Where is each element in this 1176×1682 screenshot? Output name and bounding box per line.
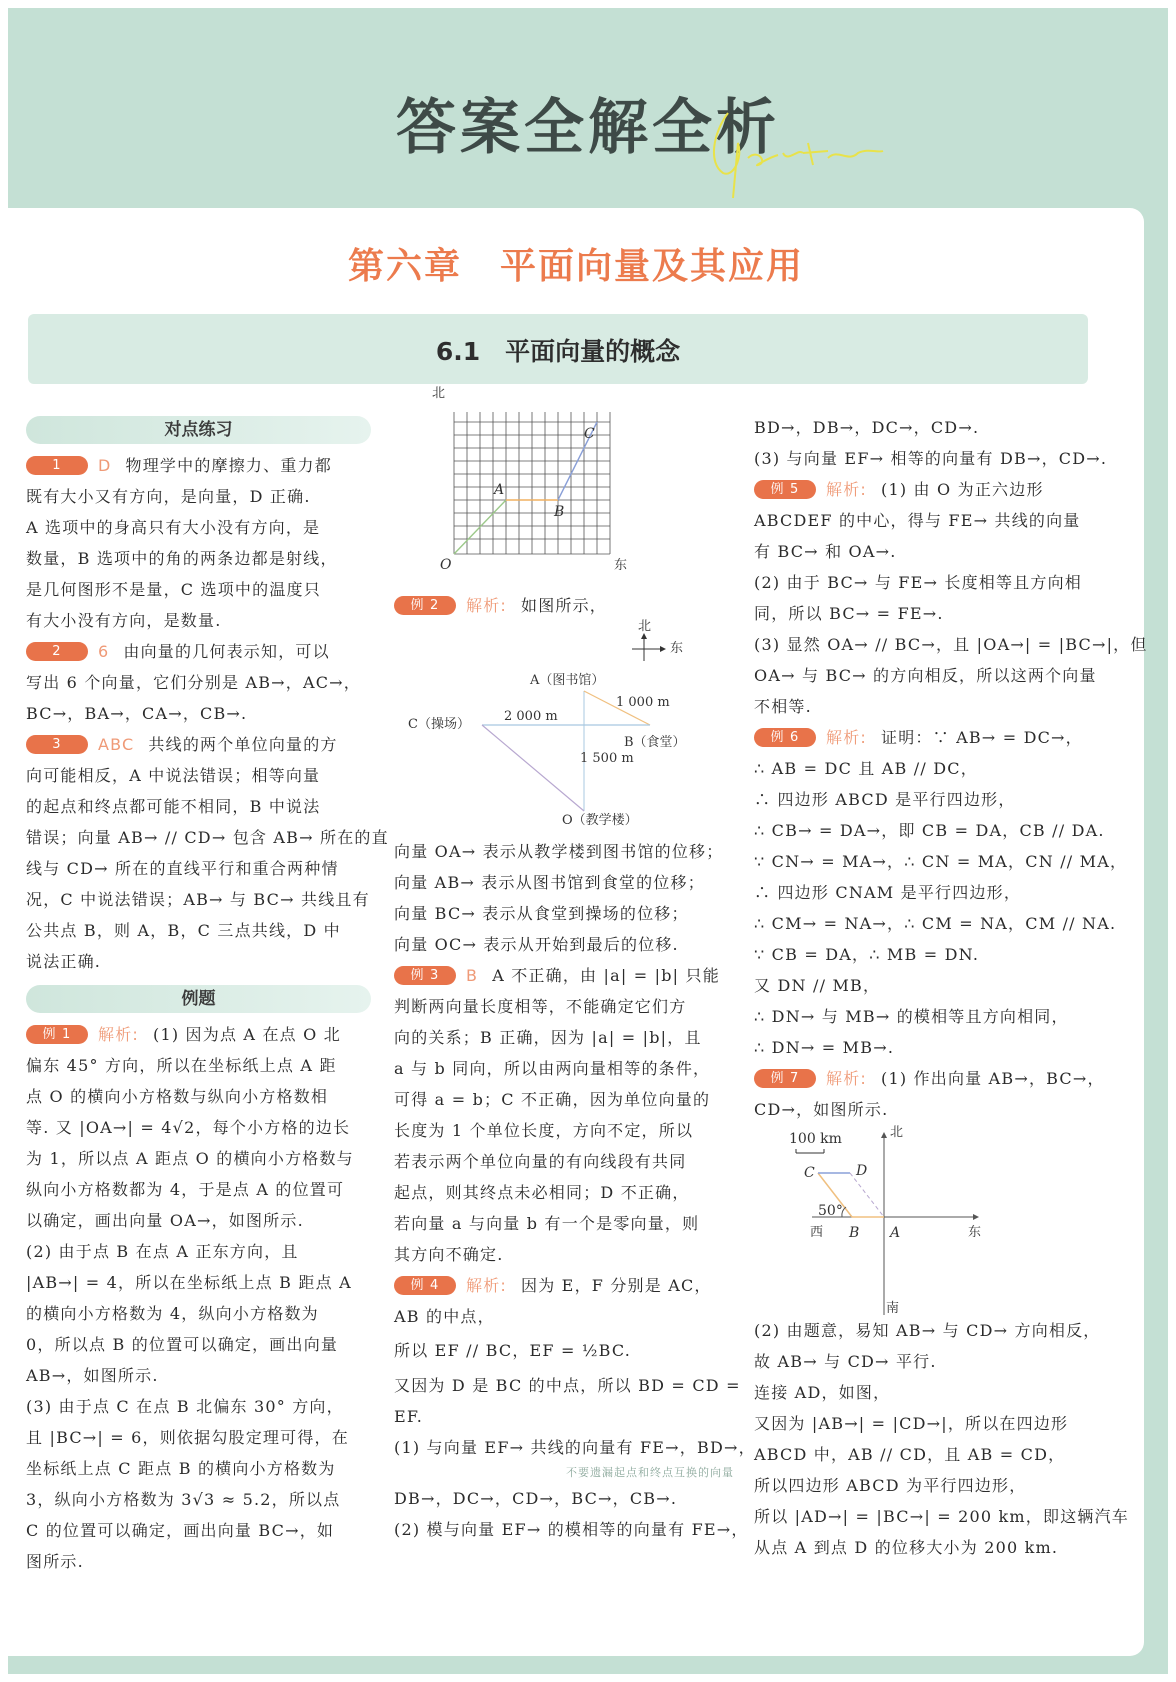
text-line: ∴ CB→ = DA→，即 CB = DA，CB // DA. [754,821,1105,840]
text-line: A 不正确，由 |a| = |b| 只能 [492,966,720,985]
text-line: 同，所以 BC→ = FE→. [754,604,944,623]
question-badge: 3 [26,735,88,754]
campus-figure [394,621,734,836]
text-line: 的横向小方格数为 4，纵向小方格数为 [26,1304,319,1323]
point-c-label: C [804,1165,815,1181]
text-line: ∴ 四边形 CNAM 是平行四边形， [754,883,1022,902]
text-line: ∴ AB = DC 且 AB // DC， [754,759,978,778]
text-line: 等. 又 |OA→| = 4√2，每个小方格的边长 [26,1118,351,1137]
example-3 [394,960,734,1270]
text-line: (1) 与向量 EF→ 共线的向量有 FE→，BD→， [394,1438,756,1457]
text-line: 连接 AD，如图， [754,1383,891,1402]
text-line: 图所示. [26,1552,84,1571]
text-line: 不相等. [754,697,812,716]
example-badge: 例 6 [754,728,816,747]
text-line: 由向量的几何表示知，可以 [123,642,330,661]
text-line: (2) 由于点 B 在点 A 正东方向，且 [26,1242,299,1261]
text-line: BC→，BA→，CA→，CB→. [26,704,248,723]
example-badge: 例 2 [394,596,456,615]
text-line: 所以四边形 ABCD 为平行四边形， [754,1476,1027,1495]
chapter-title: 第六章 平面向量及其应用 [347,246,804,287]
text-line: 纵向小方格数都为 4，于是点 A 的位置可 [26,1180,345,1199]
compass-north-label: 北 [638,619,652,634]
left-column [26,412,389,1577]
text-line: ABCD 中，AB // CD，且 AB = CD， [754,1445,1066,1464]
text-line: 故 AB→ 与 CD→ 平行. [754,1352,937,1371]
library-label: A（图书馆） [530,673,605,688]
point-b-label: B [554,504,565,520]
text-line: AB→，如图所示. [26,1366,159,1385]
example-badge: 例 1 [26,1025,88,1044]
text-line: 0，所以点 B 的位置可以确定，画出向量 [26,1335,339,1354]
text-line: (2) 由题意，易知 AB→ 与 CD→ 方向相反， [754,1321,1101,1340]
text-line: ABCDEF 的中心，得与 FE→ 共线的向量 [754,511,1081,530]
text-line: 向量 BC→ 表示从食堂到操场的位移； [394,904,689,923]
point-a-label: A [494,482,505,498]
example-6 [754,722,1128,1063]
text-line: (1) 作出向量 AB→，BC→， [881,1069,1105,1088]
text-line: 若表示两个单位向量的有向线段有共同 [394,1152,687,1171]
canteen-label: B（食堂） [624,735,686,750]
text-line: ∴ DN→ = MB→. [754,1038,895,1057]
signature-logo-icon [708,103,908,203]
text-line: EF. [394,1407,423,1426]
example-4 [394,1270,756,1545]
answer-label: B [466,966,479,985]
question-badge: 2 [26,642,88,661]
text-line: 所以 EF // BC，EF = ½BC. [394,1341,631,1360]
example-1 [26,1019,371,1577]
direction-map-icon [754,1125,1094,1315]
text-line: 向的关系；B 正确，因为 |a| = |b|，且 [394,1028,702,1047]
text-line: 写出 6 个向量，它们分别是 AB→，AC→， [26,673,361,692]
example-badge: 例 5 [754,480,816,499]
text-line: C 的位置可以确定，画出向量 BC→，如 [26,1521,335,1540]
text-line: a 与 b 同向，所以由两向量相等的条件， [394,1059,711,1078]
text-line: (1) 由 O 为正六边形 [881,480,1044,499]
question-2 [26,636,371,729]
west-label: 西 [810,1225,824,1240]
north-label: 北 [432,386,446,401]
text-line: 从点 A 到点 D 的位移大小为 200 km. [754,1538,1059,1557]
example-badge: 例 3 [394,966,456,985]
page-title: 答案全解全析 [396,93,780,163]
text-line: 判断两向量长度相等，不能确定它们方 [394,997,687,1016]
text-line: 是几何图形不是量，C 选项中的温度只 [26,580,321,599]
text-line: 线与 CD→ 所在的直线平行和重合两种情 [26,859,339,878]
example-7 [754,1063,1129,1563]
text-line: 向量 OA→ 表示从教学楼到图书馆的位移； [394,842,724,861]
north-label: 北 [890,1125,904,1140]
text-line: (3) 由于点 C 在点 B 北偏东 30° 方向， [26,1397,344,1416]
text-line: 的起点和终点都可能不相同，B 中说法 [26,797,321,816]
text-line: (2) 由于 BC→ 与 FE→ 长度相等且方向相 [754,573,1082,592]
point-c-label: C [584,426,595,442]
text-line: 说法正确. [26,952,102,971]
text-line: 证明：∵ AB→ = DC→， [881,728,1083,747]
text-line: 以确定，画出向量 OA→，如图所示. [26,1211,304,1230]
question-badge: 1 [26,456,88,475]
playground-label: C（操场） [408,717,470,732]
text-line: 3，纵向小方格数为 3√3 ≈ 5.2，所以点 [26,1490,341,1509]
text-line: BD→，DB→，DC→，CD→. [754,418,980,437]
middle-column [394,386,756,1545]
text-line: 有大小没有方向，是数量. [26,611,222,630]
text-line: 因为 E，F 分别是 AC， [521,1276,712,1295]
text-line: 向可能相反，A 中说法错误；相等向量 [26,766,321,785]
text-line: 为 1，所以点 A 距点 O 的横向小方格数与 [26,1149,354,1168]
example-2-text [394,836,734,960]
footer-band [8,1656,1168,1674]
text-line: 既有大小又有方向，是向量，D 正确. [26,487,311,506]
text-line: 若向量 a 与向量 b 有一个是零向量，则 [394,1214,700,1233]
text-line: (1) 因为点 A 在点 O 北 [153,1025,341,1044]
analysis-label: 解析: [466,1276,507,1295]
content-sheet [8,208,1148,1656]
text-line: 错误；向量 AB→ // CD→ 包含 AB→ 所在的直 [26,828,389,847]
text-line: AB 的中点， [394,1307,495,1326]
text-line: 坐标纸上点 C 距点 B 的横向小方格数为 [26,1459,336,1478]
section-banner [28,314,1088,384]
text-line: 又 DN // MB， [754,976,881,995]
text-line: A 选项中的身高只有大小没有方向，是 [26,518,321,537]
text-line: 其方向不确定. [394,1245,504,1264]
text-line: (2) 模与向量 EF→ 的模相等的向量有 FE→， [394,1520,749,1539]
south-label: 南 [886,1301,900,1316]
text-line: (3) 与向量 EF→ 相等的向量有 DB→，CD→. [754,449,1108,468]
text-line: 物理学中的摩擦力、重力都 [125,456,332,475]
answer-page [8,8,1168,1674]
text-line: (3) 显然 OA→ // BC→，且 |OA→| = |BC→|，但 [754,635,1148,654]
text-line: 向量 AB→ 表示从图书馆到食堂的位移； [394,873,705,892]
question-1 [26,450,371,636]
analysis-label: 解析: [98,1025,139,1044]
point-o-label: O [440,557,452,573]
example-5 [754,474,1148,722]
east-label: 东 [968,1225,982,1240]
analysis-label: 解析: [826,728,867,747]
page-header [8,8,1168,208]
analysis-label: 解析: [466,596,507,615]
compass-east-label: 东 [670,641,684,656]
text-line: 起点，则其终点未必相同；D 不正确， [394,1183,690,1202]
text-line: 偏东 45° 方向，所以在坐标纸上点 A 距 [26,1056,337,1075]
text-line: 如图所示， [521,596,608,615]
margin-note: 不要遗漏起点和终点互换的向量 [566,1466,734,1479]
right-column [754,412,1148,1563]
text-line: DB→，DC→，CD→，BC→，CB→. [394,1489,678,1508]
teaching-building-label: O（教学楼） [562,813,638,828]
point-d-label: D [856,1163,868,1179]
answer-label: 6 [98,642,110,661]
analysis-label: 解析: [826,480,867,499]
text-line: 数量，B 选项中的角的两条边都是射线， [26,549,338,568]
text-line: 又因为 |AB→| = |CD→|，所以在四边形 [754,1414,1069,1433]
text-line: 有 BC→ 和 OA→. [754,542,897,561]
distance-oa-label: 1 500 m [580,751,634,766]
example-badge: 例 4 [394,1276,456,1295]
east-label: 东 [614,558,628,573]
text-line: 又因为 D 是 BC 的中点，所以 BD = CD = [394,1376,741,1395]
text-line: 点 O 的横向小方格数与纵向小方格数相 [26,1087,329,1106]
text-line: 可得 a = b；C 不正确，因为单位向量的 [394,1090,711,1109]
answer-label: D [98,456,112,475]
section-title: 6.1 平面向量的概念 [435,337,681,366]
text-line: CD→，如图所示. [754,1100,889,1119]
text-line: 长度为 1 个单位长度，方向不定，所以 [394,1121,694,1140]
text-line: 共线的两个单位向量的方 [148,735,338,754]
text-line: OA→ 与 BC→ 的方向相反，所以这两个向量 [754,666,1097,685]
angle-label: 50° [818,1203,843,1219]
text-line: ∵ CN→ = MA→，∴ CN = MA，CN // MA， [754,852,1128,871]
examples-heading: 例题 [26,985,371,1013]
example-2-header [394,590,734,621]
text-line: ∴ CM→ = NA→，∴ CM = NA，CM // NA. [754,914,1117,933]
grid-figure [394,386,734,582]
text-line: 况，C 中说法错误；AB→ 与 BC→ 共线且有 [26,890,370,909]
practice-heading: 对点练习 [26,416,371,444]
text-line: ∴ DN→ 与 MB→ 的模相等且方向相同， [754,1007,1069,1026]
point-b-label: B [849,1225,860,1241]
text-line: 且 |BC→| = 6，则依据勾股定理可得，在 [26,1428,349,1447]
text-line: |AB→| = 4，所以在坐标纸上点 B 距点 A [26,1273,352,1292]
text-line: ∴ 四边形 ABCD 是平行四边形， [754,790,1016,809]
example-badge: 例 7 [754,1069,816,1088]
answer-label: ABC [98,735,135,754]
text-line: 向量 OC→ 表示从开始到最后的位移. [394,935,679,954]
text-line: ∵ CB = DA，∴ MB = DN. [754,945,980,964]
text-line: 所以 |AD→| = |BC→| = 200 km，即这辆汽车 [754,1507,1129,1526]
question-3 [26,729,389,977]
scale-label: 100 km [789,1131,842,1147]
distance-bc-label: 2 000 m [504,709,558,724]
direction-map-figure [754,1125,1094,1315]
point-a-label: A [890,1225,901,1241]
text-line: 公共点 B，则 A，B，C 三点共线，D 中 [26,921,341,940]
distance-ab-label: 1 000 m [616,695,670,710]
analysis-label: 解析: [826,1069,867,1088]
